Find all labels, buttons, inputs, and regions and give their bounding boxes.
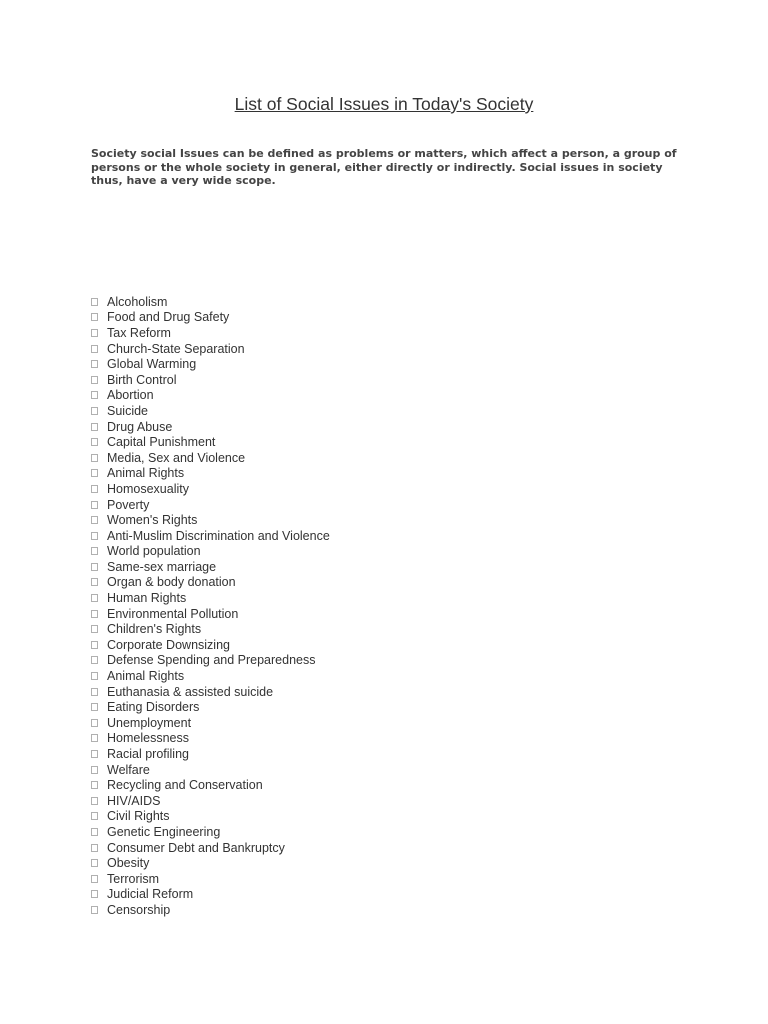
list-item-label: Terrorism <box>107 871 160 886</box>
empty-box-bullet-icon <box>91 454 98 462</box>
list-item-label: Environmental Pollution <box>107 606 239 621</box>
list-item <box>91 793 330 809</box>
list-item-label: World population <box>107 544 201 559</box>
empty-box-bullet-icon <box>91 469 98 477</box>
empty-box-bullet-icon <box>91 766 98 774</box>
list-item-label: Homelessness <box>107 731 189 746</box>
list-item-label: Women's Rights <box>107 513 198 528</box>
list-item-label: Capital Punishment <box>107 435 216 450</box>
list-item <box>91 621 330 637</box>
empty-box-bullet-icon <box>91 298 98 306</box>
list-item <box>91 871 330 887</box>
list-item <box>91 419 330 435</box>
list-item-label: Animal Rights <box>107 669 185 684</box>
list-item <box>91 840 330 856</box>
list-item-label: Alcoholism <box>107 294 168 309</box>
issues-list <box>91 294 330 918</box>
list-item <box>91 777 330 793</box>
list-item-label: Judicial Reform <box>107 887 194 902</box>
list-item <box>91 746 330 762</box>
list-item-label: Homosexuality <box>107 481 189 496</box>
list-item <box>91 528 330 544</box>
empty-box-bullet-icon <box>91 485 98 493</box>
empty-box-bullet-icon <box>91 407 98 415</box>
empty-box-bullet-icon <box>91 828 98 836</box>
list-item-label: Defense Spending and Preparedness <box>107 653 316 668</box>
list-item-label: Poverty <box>107 497 150 512</box>
empty-box-bullet-icon <box>91 750 98 758</box>
list-item <box>91 606 330 622</box>
list-item <box>91 653 330 669</box>
list-item-label: Obesity <box>107 856 150 871</box>
empty-box-bullet-icon <box>91 797 98 805</box>
page-title: List of Social Issues in Today's Society <box>234 94 534 114</box>
list-item-label: Civil Rights <box>107 809 170 824</box>
list-item <box>91 887 330 903</box>
empty-box-bullet-icon <box>91 594 98 602</box>
list-item-label: Unemployment <box>107 715 192 730</box>
list-item-label: Euthanasia & assisted suicide <box>107 684 274 699</box>
list-item-label: Global Warming <box>107 357 197 372</box>
list-item <box>91 341 330 357</box>
list-item-label: Abortion <box>107 388 154 403</box>
list-item-label: Drug Abuse <box>107 419 173 434</box>
list-item-label: HIV/AIDS <box>107 793 161 808</box>
list-item <box>91 294 330 310</box>
empty-box-bullet-icon <box>91 641 98 649</box>
list-item-label: Children's Rights <box>107 622 202 637</box>
empty-box-bullet-icon <box>91 734 98 742</box>
list-item <box>91 356 330 372</box>
list-item-label: Food and Drug Safety <box>107 310 230 325</box>
list-item <box>91 902 330 918</box>
empty-box-bullet-icon <box>91 516 98 524</box>
list-item <box>91 434 330 450</box>
list-item <box>91 731 330 747</box>
list-item <box>91 824 330 840</box>
list-item-label: Welfare <box>107 762 150 777</box>
list-item <box>91 450 330 466</box>
empty-box-bullet-icon <box>91 875 98 883</box>
list-item-label: Corporate Downsizing <box>107 637 230 652</box>
list-item <box>91 855 330 871</box>
list-item-label: Suicide <box>107 403 148 418</box>
list-item-label: Animal Rights <box>107 466 185 481</box>
list-item <box>91 559 330 575</box>
list-item <box>91 699 330 715</box>
empty-box-bullet-icon <box>91 656 98 664</box>
empty-box-bullet-icon <box>91 672 98 680</box>
list-item <box>91 388 330 404</box>
list-item-label: Church-State Separation <box>107 341 245 356</box>
empty-box-bullet-icon <box>91 423 98 431</box>
empty-box-bullet-icon <box>91 844 98 852</box>
list-item <box>91 325 330 341</box>
list-item-label: Genetic Engineering <box>107 824 221 839</box>
list-item-label: Tax Reform <box>107 325 171 340</box>
list-item-label: Censorship <box>107 902 171 917</box>
list-item-label: Anti-Muslim Discrimination and Violence <box>107 528 330 543</box>
list-item-label: Organ & body donation <box>107 575 236 590</box>
list-item-label: Same-sex marriage <box>107 559 217 574</box>
list-item-label: Recycling and Conservation <box>107 778 263 793</box>
empty-box-bullet-icon <box>91 781 98 789</box>
empty-box-bullet-icon <box>91 703 98 711</box>
empty-box-bullet-icon <box>91 391 98 399</box>
empty-box-bullet-icon <box>91 688 98 696</box>
empty-box-bullet-icon <box>91 329 98 337</box>
empty-box-bullet-icon <box>91 313 98 321</box>
list-item <box>91 466 330 482</box>
empty-box-bullet-icon <box>91 345 98 353</box>
list-item <box>91 497 330 513</box>
list-item <box>91 403 330 419</box>
empty-box-bullet-icon <box>91 578 98 586</box>
list-item <box>91 684 330 700</box>
empty-box-bullet-icon <box>91 719 98 727</box>
list-item-label: Racial profiling <box>107 747 189 762</box>
list-item <box>91 668 330 684</box>
list-item <box>91 544 330 560</box>
empty-box-bullet-icon <box>91 563 98 571</box>
list-item-label: Human Rights <box>107 591 187 606</box>
intro-paragraph: Society social Issues can be defined as problems or matters, which affect a person, a group of persons or the whole society in general, either directly or indirectly. Social issues in society thus, have a very wide scope. <box>91 147 677 187</box>
empty-box-bullet-icon <box>91 906 98 914</box>
list-item <box>91 762 330 778</box>
empty-box-bullet-icon <box>91 547 98 555</box>
list-item <box>91 481 330 497</box>
list-item <box>91 590 330 606</box>
empty-box-bullet-icon <box>91 438 98 446</box>
list-item <box>91 809 330 825</box>
list-item <box>91 512 330 528</box>
list-item <box>91 637 330 653</box>
list-item <box>91 575 330 591</box>
list-item <box>91 372 330 388</box>
empty-box-bullet-icon <box>91 812 98 820</box>
list-item-label: Media, Sex and Violence <box>107 450 246 465</box>
list-item <box>91 715 330 731</box>
empty-box-bullet-icon <box>91 890 98 898</box>
list-item-label: Birth Control <box>107 372 177 387</box>
empty-box-bullet-icon <box>91 625 98 633</box>
empty-box-bullet-icon <box>91 501 98 509</box>
list-item-label: Consumer Debt and Bankruptcy <box>107 840 285 855</box>
empty-box-bullet-icon <box>91 360 98 368</box>
empty-box-bullet-icon <box>91 859 98 867</box>
empty-box-bullet-icon <box>91 376 98 384</box>
empty-box-bullet-icon <box>91 532 98 540</box>
empty-box-bullet-icon <box>91 610 98 618</box>
list-item <box>91 310 330 326</box>
list-item-label: Eating Disorders <box>107 700 200 715</box>
